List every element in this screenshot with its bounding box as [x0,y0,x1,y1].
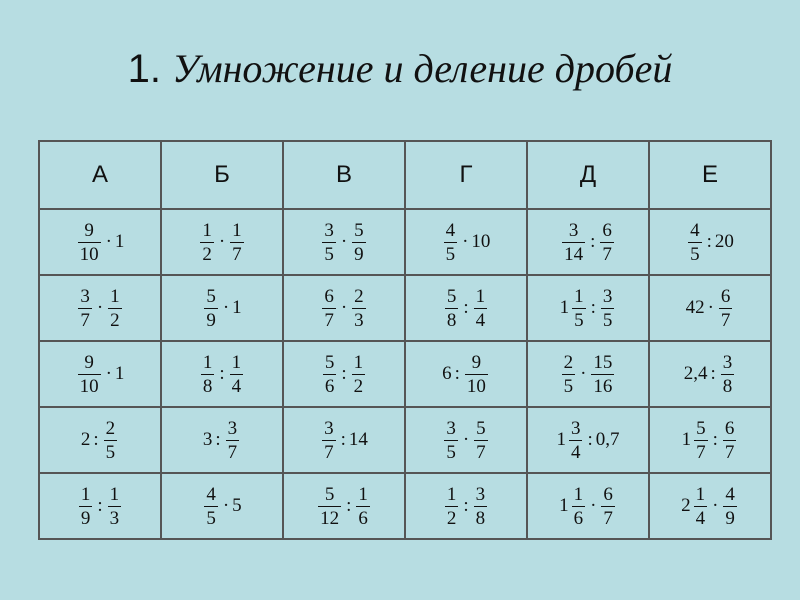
denominator: 5 [446,441,456,463]
fraction [474,287,488,330]
numerator: 2 [354,285,364,307]
expression [77,485,123,528]
fraction [723,419,737,462]
fraction [445,287,459,330]
operator: · [105,231,112,252]
numerator: 5 [206,285,216,307]
expression-cell [39,209,161,275]
denominator: 12 [320,507,340,529]
whole-part: 1 [559,495,569,516]
column-header: Д [527,141,649,209]
number: 42 [685,297,705,318]
denominator: 7 [602,243,612,265]
numerator: 3 [568,219,579,241]
fraction [204,287,218,330]
operator: : [712,429,718,450]
column-header: В [283,141,405,209]
numerator: 1 [358,483,368,505]
expression [442,221,491,264]
expression-cell [649,275,771,341]
denominator: 9 [206,309,216,331]
denominator: 7 [603,507,613,529]
fraction [719,287,733,330]
denominator: 7 [720,309,731,331]
expression-cell [283,473,405,539]
fraction [230,221,244,264]
expression-cell [405,473,527,539]
denominator: 8 [722,375,733,397]
operator: · [462,429,470,450]
numerator: 3 [570,417,581,439]
denominator: 16 [593,375,613,397]
numerator: 2 [105,417,116,439]
table-row [39,473,771,539]
page-title [0,45,800,92]
denominator: 7 [232,243,242,265]
denominator: 2 [202,243,212,265]
operator: · [340,297,348,318]
expression [560,353,617,396]
number: 5 [232,495,242,516]
operator: · [222,297,230,318]
denominator: 7 [324,309,334,331]
expression-cell [527,209,649,275]
denominator: 3 [109,507,120,529]
denominator: 2 [446,507,457,529]
fraction [601,485,615,528]
operator: · [707,297,714,318]
operator: · [222,495,230,516]
denominator: 6 [324,375,335,397]
expression-cell [283,407,405,473]
denominator: 5 [574,309,584,331]
expression-cell [39,407,161,473]
numerator: 5 [354,219,364,241]
fraction [444,419,458,462]
denominator: 5 [445,243,456,265]
number: 1 [114,363,125,384]
denominator: 4 [231,375,242,397]
fraction [79,485,93,528]
fraction [104,419,118,462]
expression [684,353,737,396]
table-body [39,209,771,539]
title-number: 1. [127,47,162,91]
numerator: 1 [80,483,91,505]
expression [203,419,241,462]
expression [320,221,367,264]
expression [682,419,739,462]
table-row [39,275,771,341]
fraction [572,485,586,528]
expression-cell [405,407,527,473]
numerator: 3 [602,285,613,307]
numerator: 4 [725,483,735,505]
expression-cell [283,275,405,341]
fraction [591,353,614,396]
fraction [721,353,735,396]
fraction [323,353,337,396]
numerator: 3 [80,285,90,307]
expression-cell [527,341,649,407]
numerator: 1 [695,483,706,505]
fraction [562,353,576,396]
denominator: 9 [354,243,364,265]
numerator: 1 [110,285,120,307]
denominator: 5 [206,507,216,529]
fraction [688,221,702,264]
numerator: 1 [202,351,213,373]
operator: : [710,363,716,384]
expression [76,287,123,330]
number: 10 [471,231,491,252]
operator: : [590,231,596,252]
numerator: 1 [574,285,584,307]
column-header: А [39,141,161,209]
denominator: 7 [476,441,486,463]
fraction [352,287,366,330]
expression-cell [283,209,405,275]
fraction [322,287,336,330]
column-header: Г [405,141,527,209]
denominator: 2 [353,375,364,397]
denominator: 4 [695,507,706,529]
numerator: 6 [324,285,334,307]
fraction [694,419,708,462]
expression-cell [649,209,771,275]
denominator: 6 [358,507,368,529]
denominator: 8 [446,309,457,331]
denominator: 5 [324,243,334,265]
numerator: 3 [446,417,456,439]
expression [443,287,489,330]
denominator: 10 [466,375,486,397]
numerator: 1 [232,219,242,241]
numerator: 6 [602,219,612,241]
denominator: 9 [725,507,735,529]
numerator: 15 [593,351,613,373]
whole-part: 1 [559,297,570,318]
expression [556,419,619,462]
expression-cell [161,473,283,539]
numerator: 3 [324,219,334,241]
numerator: 5 [476,417,486,439]
fraction [226,419,240,462]
expression-cell [39,275,161,341]
expression [202,287,241,330]
operator: : [93,429,99,450]
operator: · [590,495,597,516]
whole-part: 2 [681,495,691,516]
operator: · [218,231,226,252]
operator: : [706,231,712,252]
numerator: 1 [202,219,212,241]
fraction [601,287,615,330]
fraction [600,221,614,264]
table-row [39,341,771,407]
numerator: 3 [227,417,238,439]
fraction [204,485,218,528]
denominator: 4 [570,441,581,463]
expression-cell [527,275,649,341]
denominator: 14 [564,243,584,265]
fraction [474,485,488,528]
fraction [562,221,585,264]
expression-cell [283,341,405,407]
column-header: Б [161,141,283,209]
fraction [474,419,488,462]
numerator: 3 [324,417,334,439]
numerator: 1 [446,483,457,505]
column-header: Е [649,141,771,209]
expression [320,419,368,462]
numerator: 9 [84,219,94,241]
expression [681,485,739,528]
numerator: 1 [109,483,120,505]
expression-cell [405,341,527,407]
expression-cell [39,473,161,539]
denominator: 7 [324,441,334,463]
denominator: 5 [563,375,574,397]
whole-part: 1 [556,429,566,450]
denominator: 8 [202,375,213,397]
operator: : [454,363,460,384]
operator: : [219,363,225,384]
numerator: 5 [446,285,457,307]
expression [198,221,245,264]
expression [76,221,125,264]
denominator: 8 [475,507,486,529]
expression [442,353,490,396]
expression [199,353,245,396]
denominator: 3 [354,309,364,331]
fraction [200,221,214,264]
expression-cell [405,209,527,275]
numerator: 2 [563,351,574,373]
header-row [39,141,771,209]
expression [320,287,367,330]
fraction [569,419,583,462]
fraction [352,353,366,396]
operator: : [97,495,103,516]
number: 3 [202,429,213,450]
fraction [108,287,122,330]
operator: : [340,429,346,450]
operator: · [580,363,587,384]
exercise-table [38,140,772,540]
numerator: 9 [471,351,482,373]
fraction [201,353,215,396]
fraction [230,353,244,396]
denominator: 6 [573,507,584,529]
numerator: 6 [603,483,613,505]
numerator: 3 [722,351,733,373]
expression-cell [39,341,161,407]
fraction [108,485,122,528]
fraction [572,287,586,330]
denominator: 9 [80,507,91,529]
table-row [39,209,771,275]
fraction [322,221,336,264]
number: 6 [442,363,452,384]
expression-cell [649,407,771,473]
whole-part: 1 [681,429,692,450]
expression-cell [161,209,283,275]
expression-cell [649,473,771,539]
expression-cell [161,275,283,341]
operator: · [96,297,104,318]
numerator: 1 [231,351,242,373]
fraction [356,485,370,528]
denominator: 5 [602,309,613,331]
denominator: 7 [80,309,90,331]
expression [686,221,734,264]
expression-cell [649,341,771,407]
denominator: 5 [105,441,116,463]
expression-cell [161,341,283,407]
numerator: 1 [475,285,486,307]
fraction [78,287,92,330]
expression [202,485,241,528]
expression [76,353,125,396]
denominator: 7 [724,441,735,463]
expression [316,485,372,528]
operator: · [340,231,348,252]
fraction [78,221,101,264]
denominator: 2 [110,309,120,331]
number: 2 [80,429,91,450]
numerator: 5 [324,351,335,373]
expression [81,419,119,462]
fraction [445,485,459,528]
expression [321,353,367,396]
denominator: 5 [690,243,700,265]
denominator: 10 [79,375,99,397]
number: 1 [232,297,242,318]
numerator: 6 [724,417,735,439]
expression [442,419,489,462]
operator: : [463,297,469,318]
operator: : [215,429,221,450]
fraction [465,353,488,396]
operator: : [346,495,352,516]
operator: : [590,297,596,318]
numerator: 9 [84,351,94,373]
fraction [352,221,366,264]
operator: : [463,495,469,516]
numerator: 6 [720,285,731,307]
expression-cell [405,275,527,341]
number: 2,4 [683,363,708,384]
fraction [694,485,708,528]
denominator: 4 [475,309,486,331]
numerator: 5 [696,417,706,439]
operator: : [341,363,347,384]
number: 0,7 [595,429,620,450]
numerator: 1 [573,483,584,505]
expression [560,287,617,330]
number: 1 [114,231,125,252]
fraction [723,485,737,528]
numerator: 5 [324,483,335,505]
numerator: 4 [206,483,216,505]
operator: · [105,363,112,384]
denominator: 7 [696,441,706,463]
fraction [444,221,458,264]
expression [559,485,617,528]
numerator: 4 [445,219,456,241]
expression-cell [161,407,283,473]
numerator: 3 [475,483,486,505]
operator: · [712,495,719,516]
table-row [39,407,771,473]
title-text: Умножение и деление дробей [172,46,673,91]
expression [560,221,616,264]
operator: : [587,429,593,450]
number: 20 [714,231,734,252]
operator: · [462,231,469,252]
fraction [78,353,101,396]
numerator: 1 [353,351,364,373]
number: 14 [348,429,368,450]
fraction [318,485,341,528]
expression [443,485,489,528]
expression-cell [527,473,649,539]
expression-cell [527,407,649,473]
denominator: 7 [227,441,238,463]
expression [686,287,735,330]
numerator: 4 [690,219,700,241]
denominator: 10 [79,243,99,265]
fraction [322,419,336,462]
